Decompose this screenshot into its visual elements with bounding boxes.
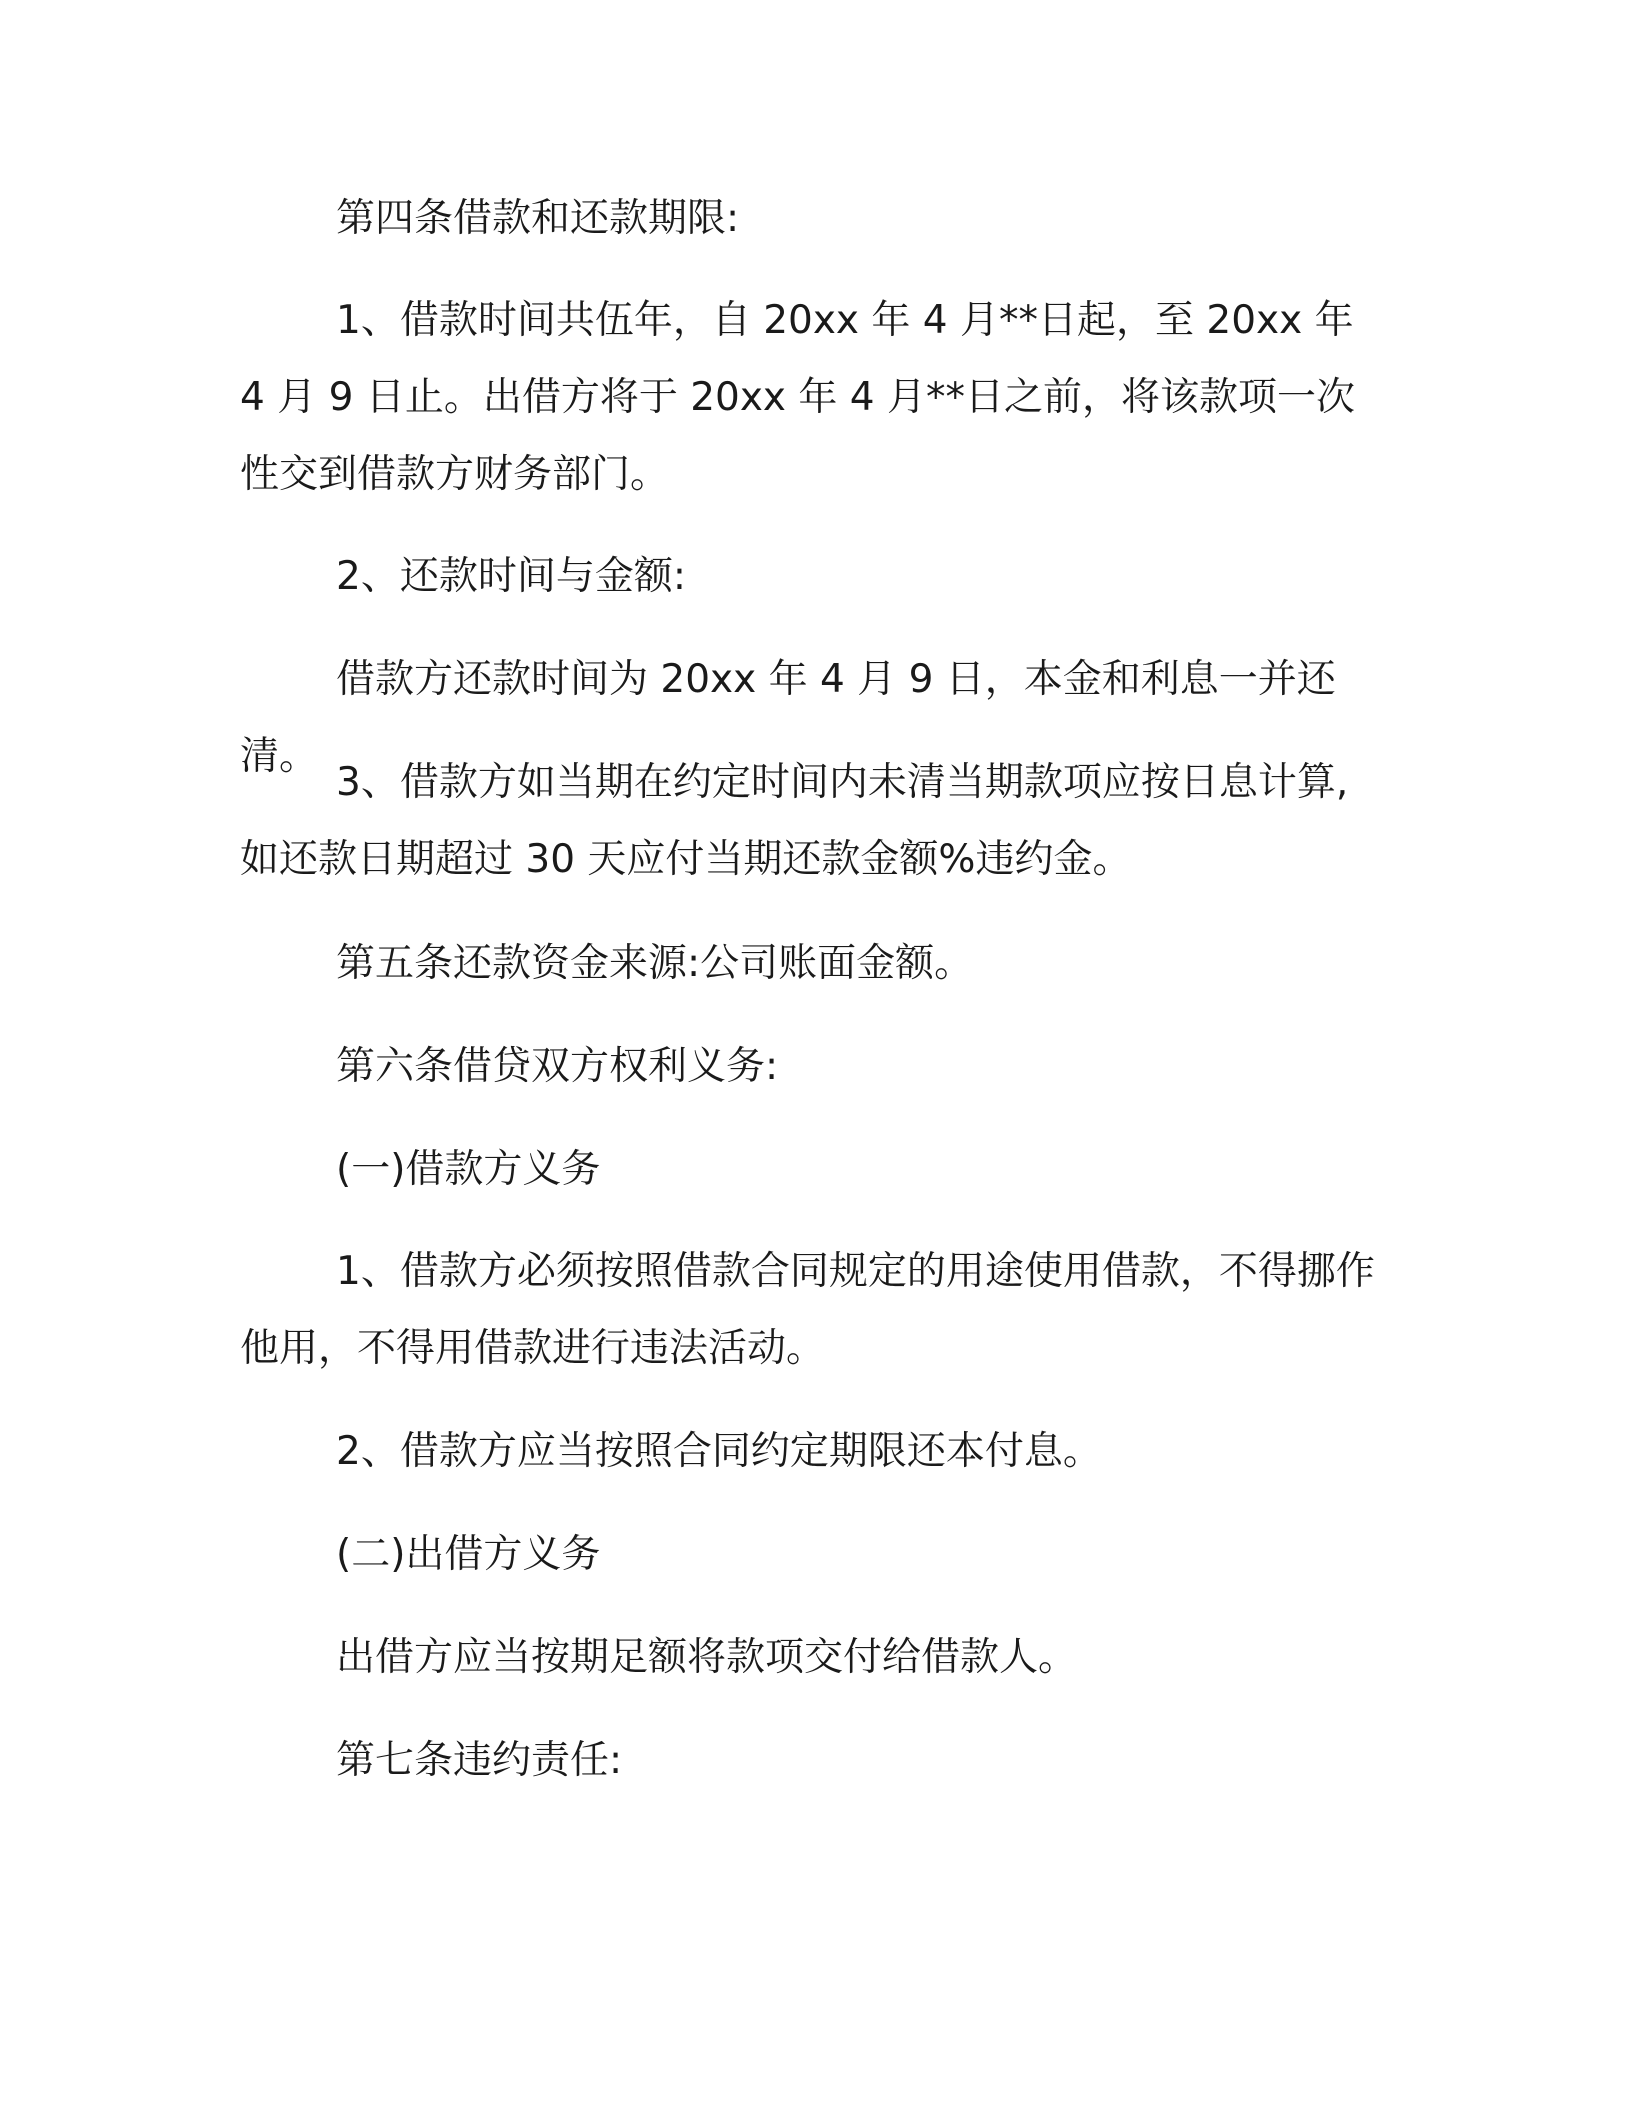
article-6-heading: 第六条借贷双方权利义务: — [336, 1044, 779, 1089]
article-4-heading: 第四条借款和还款期限: — [336, 196, 740, 241]
borrower-obligation-2: 2、借款方应当按照合同约定期限还本付息。 — [336, 1429, 1102, 1474]
lender-obligations-heading: (二)出借方义务 — [336, 1532, 601, 1577]
article-5-heading: 第五条还款资金来源:公司账面金额。 — [336, 941, 974, 986]
borrower-obligation-1: 1、借款方必须按照借款合同规定的用途使用借款，不得挪作他用，不得用借款进行违法活动。 — [240, 1249, 1375, 1371]
loan-period-clause: 1、借款时间共伍年，自 20xx 年 4 月**日起，至 20xx 年 4 月 9 日止。出借方将于 20xx 年 4 月**日之前，将该款项一次性交到借款方财务部门。 — [240, 298, 1356, 497]
lender-obligation-clause: 出借方应当按期足额将款项交付给借款人。 — [336, 1635, 1078, 1680]
article-7-heading: 第七条违约责任: — [336, 1738, 623, 1783]
late-payment-clause: 3、借款方如当期在约定时间内未清当期款项应按日息计算,如还款日期超过 30 天应付当期还款金额%违约金。 — [240, 760, 1349, 882]
borrower-obligations-heading: (一)借款方义务 — [336, 1147, 601, 1192]
repayment-time-clause: 借款方还款时间为 20xx 年 4 月 9 日，本金和利息一并还清。 — [240, 657, 1336, 779]
repayment-time-heading: 2、还款时间与金额: — [336, 554, 686, 599]
